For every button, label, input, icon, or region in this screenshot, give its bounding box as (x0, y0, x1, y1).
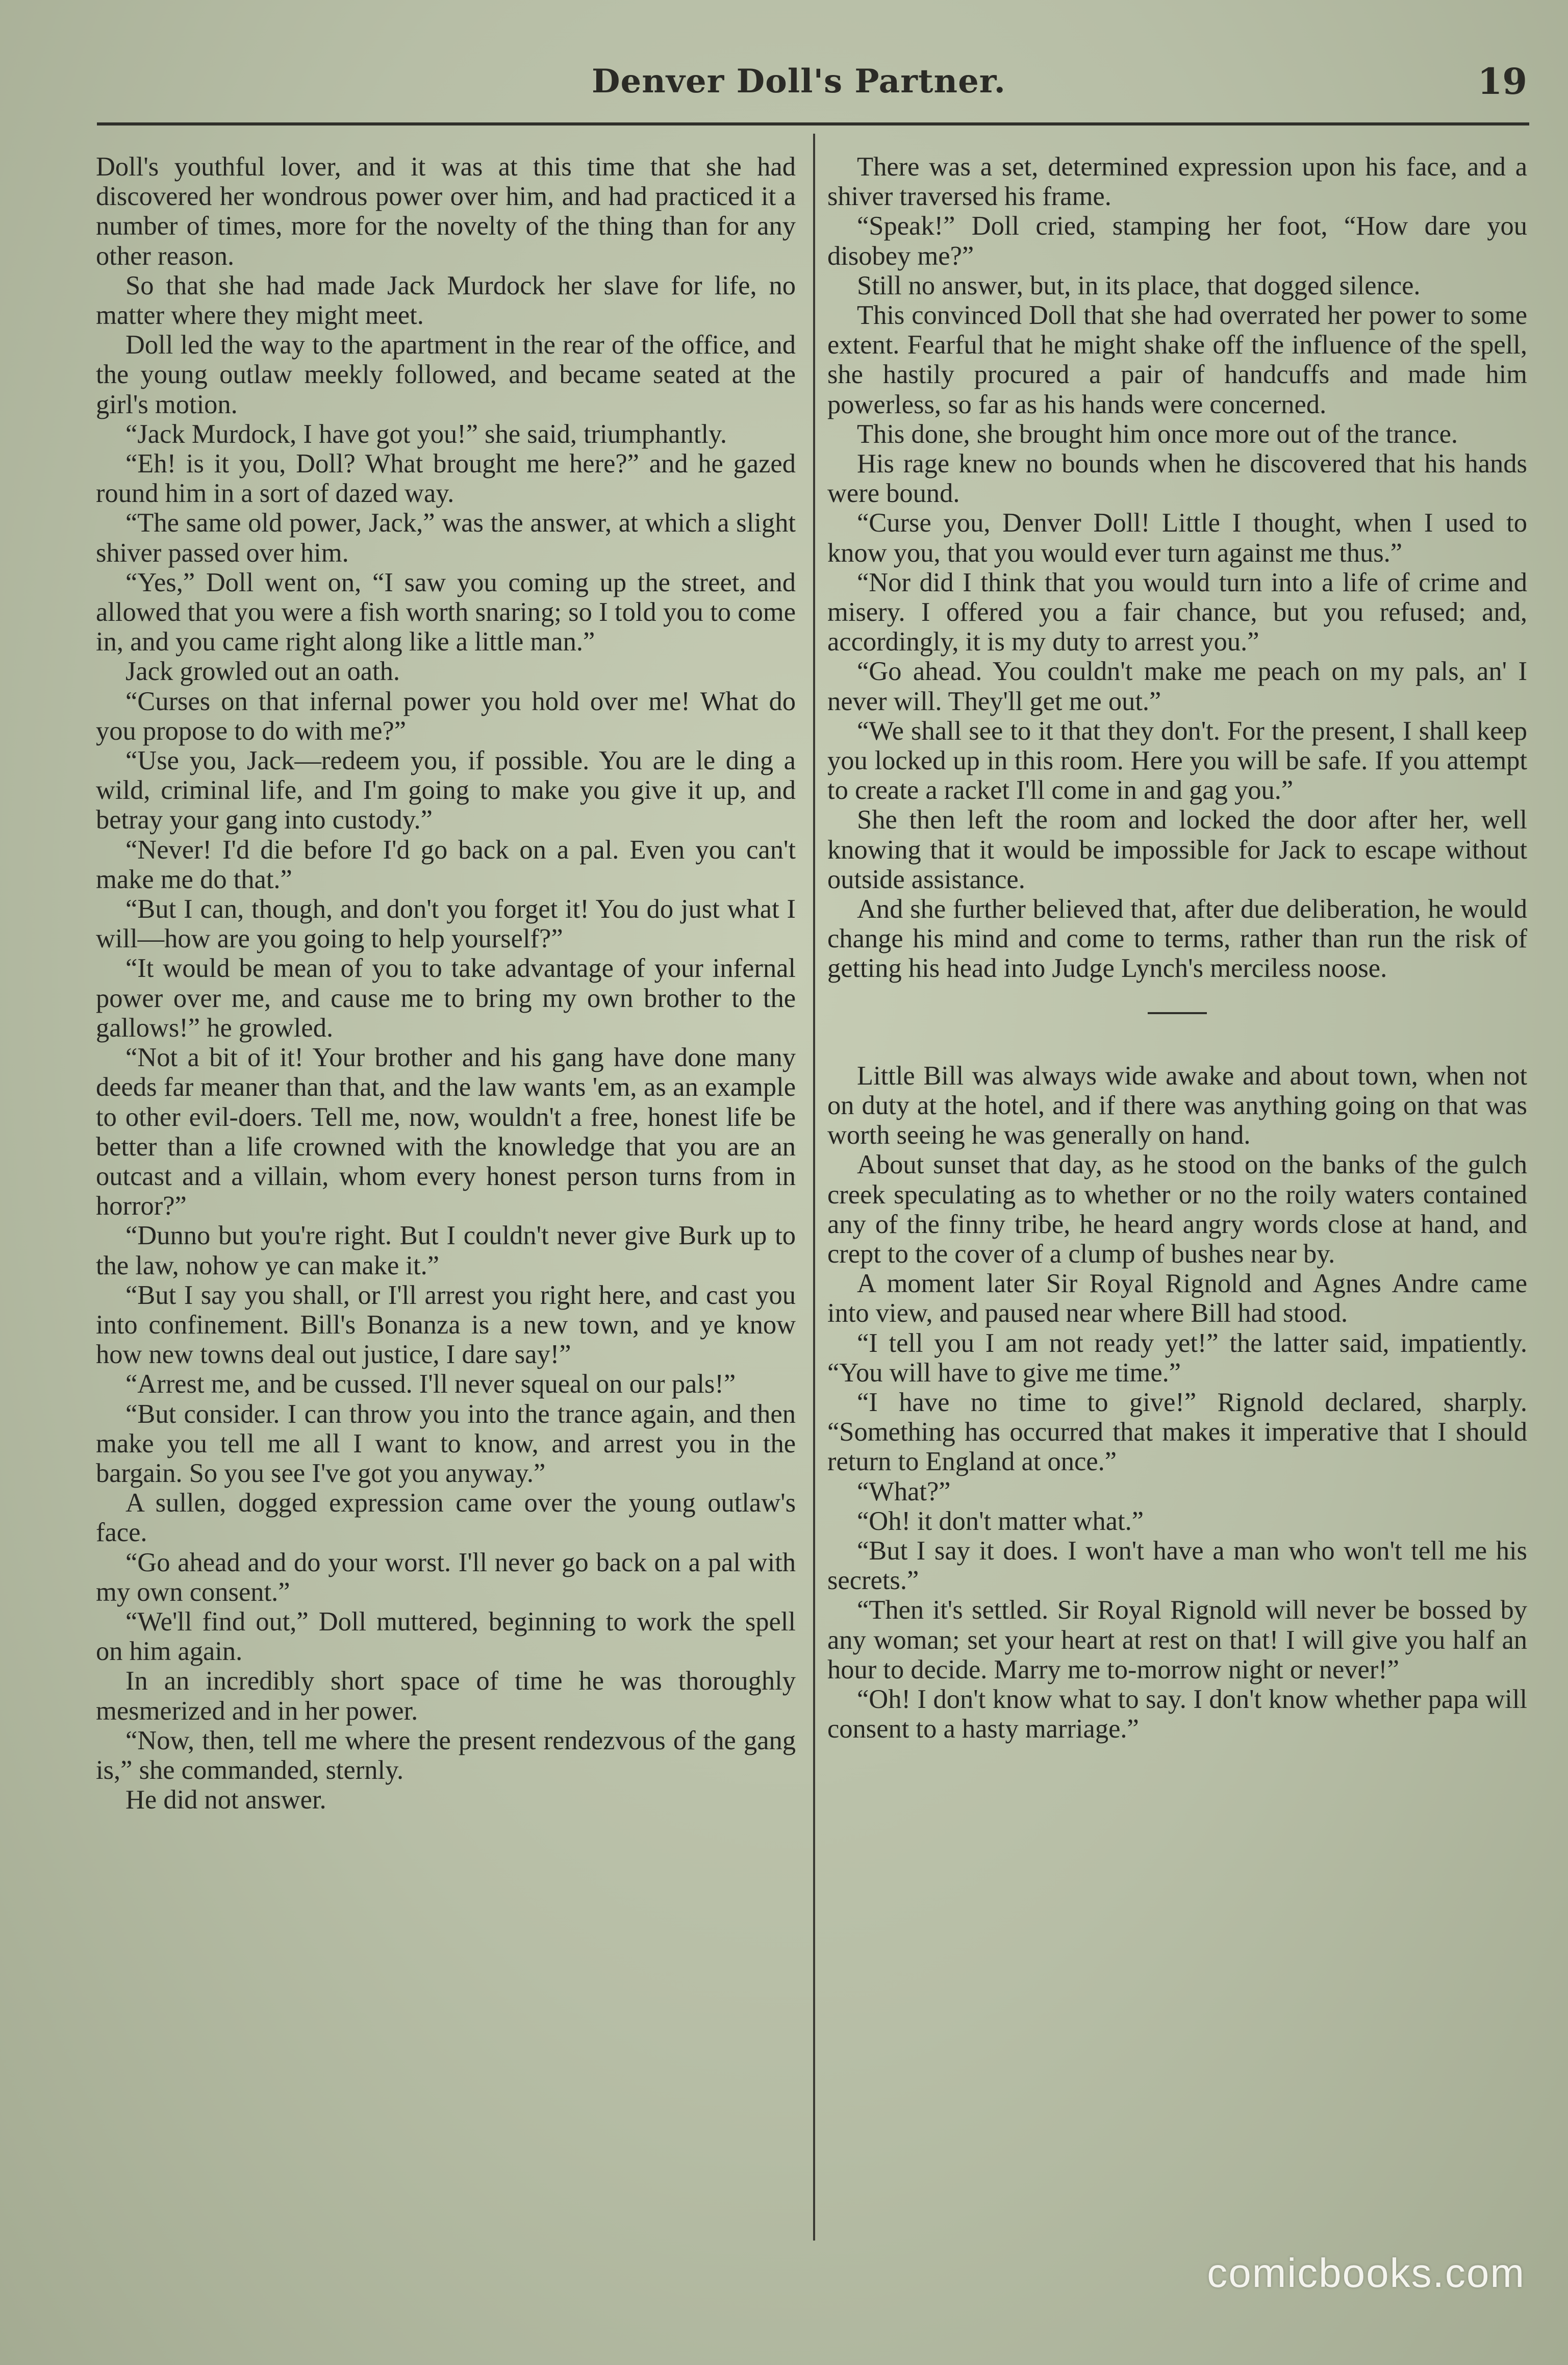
right-column (827, 152, 1527, 1744)
paragraph: “Dunno but you're right. But I couldn't never give Burk up to the law, nohow ye can make it.” (96, 1221, 796, 1280)
paragraph: “I have no time to give!” Rignold declared, sharply. “Something has occurred that makes it imperative that I should return to England at once.” (827, 1387, 1527, 1477)
left-column (96, 152, 796, 1815)
paragraph: “Not a bit of it! Your brother and his gang have done many deeds far meaner than that, and the law wants 'em, as an example to other evil-doers. Tell me, now, wouldn't a free, honest life be better than a life crowned with the knowledge that you are an outcast and a villain, whom every honest person turns from in horror?” (96, 1043, 796, 1221)
paragraph: Jack growled out an oath. (125, 657, 400, 687)
paragraph: “But I can, though, and don't you forget it! You do just what I will—how are you going to help yourself?” (96, 894, 796, 954)
paragraph: In an incredibly short space of time he was thoroughly mesmerized and in her power. (96, 1666, 796, 1726)
paragraph: Doll led the way to the apartment in the rear of the office, and the young outlaw meekly followed, and became seated at the girl's motion. (96, 330, 796, 419)
paragraph: “Nor did I think that you would turn into a life of crime and misery. I offered you a fair chance, but you refused; and, accordingly, it is my duty to arrest you.” (827, 567, 1527, 657)
paragraph: “It would be mean of you to take advantage of your infernal power over me, and cause me to bring my own brother to the gallows!” he growled. (96, 953, 796, 1043)
paragraph: “Yes,” Doll went on, “I saw you coming up the street, and allowed that you were a fish worth snaring; so I told you to come in, and you came right along like a little man.” (96, 567, 796, 657)
paragraph: “Speak!” Doll cried, stamping her foot, “How dare you disobey me?” (827, 211, 1527, 271)
paragraph: About sunset that day, as he stood on the banks of the gulch creek speculating as to whether or no the roily waters contained any of the finny tribe, he heard angry words close at hand, and crept to the cover of a clump of bushes near by. (827, 1150, 1527, 1269)
paragraph: His rage knew no bounds when he discovered that his hands were bound. (827, 449, 1527, 509)
paragraph: So that she had made Jack Murdock her slave for life, no matter where they might meet. (96, 270, 796, 331)
paragraph: This done, she brought him once more out of the trance. (857, 419, 1458, 449)
paragraph: “Never! I'd die before I'd go back on a pal. Even you can't make me do that.” (96, 835, 796, 894)
paragraph: “Use you, Jack—redeem you, if possible. You are le ding a wild, criminal life, and I'm going to make you give it up, and betray your gang into custody.” (96, 746, 796, 835)
paragraph: “Curse you, Denver Doll! Little I thought, when I used to know you, that you would ever turn against me thus.” (827, 508, 1527, 568)
paragraph: “Oh! it don't matter what.” (857, 1506, 1144, 1536)
paragraph: “Then it's settled. Sir Royal Rignold will never be bossed by any woman; set your heart at rest on that! I will give you half an hour to decide. Marry me to-morrow night or never!” (827, 1595, 1527, 1684)
paragraph: Still no answer, but, in its place, that dogged silence. (857, 270, 1421, 300)
paragraph: “We'll find out,” Doll muttered, beginning to work the spell on him again. (96, 1606, 796, 1667)
paragraph: And she further believed that, after due deliberation, he would change his mind and come to terms, rather than run the risk of getting his head into Judge Lynch's merciless noose. (827, 894, 1527, 984)
paragraph: “Arrest me, and be cussed. I'll never squeal on our pals!” (125, 1369, 736, 1399)
paragraph: Doll's youthful lover, and it was at this time that she had discovered her wondrous power over him, and had practiced it a number of times, more for the novelty of the thing than for any other reason. (96, 152, 796, 271)
paragraph: “The same old power, Jack,” was the answer, at which a slight shiver passed over him. (96, 508, 796, 568)
paragraph: “Go ahead and do your worst. I'll never go back on a pal with my own consent.” (96, 1547, 796, 1607)
paragraph: “Now, then, tell me where the present rendezvous of the gang is,” she commanded, sternly. (96, 1725, 796, 1785)
paragraph: “But I say you shall, or I'll arrest you right here, and cast you into confinement. Bill's Bonanza is a new town, and ye know how new towns deal out justice, I dare say!” (96, 1280, 796, 1370)
paragraph: Little Bill was always wide awake and about town, when not on duty at the hotel, and if there was anything going on that was worth seeing he was generally on hand. (827, 1061, 1527, 1150)
paragraph: “But consider. I can throw you into the trance again, and then make you tell me all I want to know, and arrest you in the bargain. So you see I've got you anyway.” (96, 1399, 796, 1488)
page-number: 19 (1477, 60, 1527, 103)
header-rule (97, 122, 1529, 125)
paragraph: A moment later Sir Royal Rignold and Agnes Andre came into view, and paused near where Bill had stood. (827, 1269, 1527, 1328)
paragraph: “Go ahead. You couldn't make me peach on my pals, an' I never will. They'll get me out.” (827, 657, 1527, 716)
column-divider (813, 134, 815, 2241)
paragraph: “What?” (857, 1476, 951, 1506)
paragraph: This convinced Doll that she had overrated her power to some extent. Fearful that he might shake off the influence of the spell, she hastily procured a pair of handcuffs and made him powerless, so far as his hands were concerned. (827, 300, 1527, 419)
paragraph: “But I say it does. I won't have a man who won't tell me his secrets.” (827, 1536, 1527, 1596)
paragraph: “Curses on that infernal power you hold over me! What do you propose to do with me?” (96, 686, 796, 746)
paragraph: “Oh! I don't know what to say. I don't know whether papa will consent to a hasty marriage.” (827, 1684, 1527, 1744)
paragraph: “We shall see to it that they don't. For the present, I shall keep you locked up in this room. Here you will be safe. If you attempt to create a racket I'll come in and gag you.” (827, 716, 1527, 806)
paragraph: “I tell you I am not ready yet!” the latter said, impatiently. “You will have to give me time.” (827, 1328, 1527, 1388)
paragraph: “Eh! is it you, Doll? What brought me here?” and he gazed round him in a sort of dazed way. (96, 449, 796, 509)
paragraph: “Jack Murdock, I have got you!” she said, triumphantly. (125, 419, 727, 449)
paragraph: He did not answer. (125, 1785, 326, 1815)
paragraph: A sullen, dogged expression came over the young outlaw's face. (96, 1488, 796, 1548)
running-title: Denver Doll's Partner. (592, 62, 1006, 100)
paragraph: She then left the room and locked the door after her, well knowing that it would be impossible for Jack to escape without outside assistance. (827, 805, 1527, 894)
watermark: comicbooks.com (1207, 2250, 1525, 2296)
paragraph: There was a set, determined expression upon his face, and a shiver traversed his frame. (827, 152, 1527, 212)
section-break-rule (1148, 1012, 1207, 1014)
